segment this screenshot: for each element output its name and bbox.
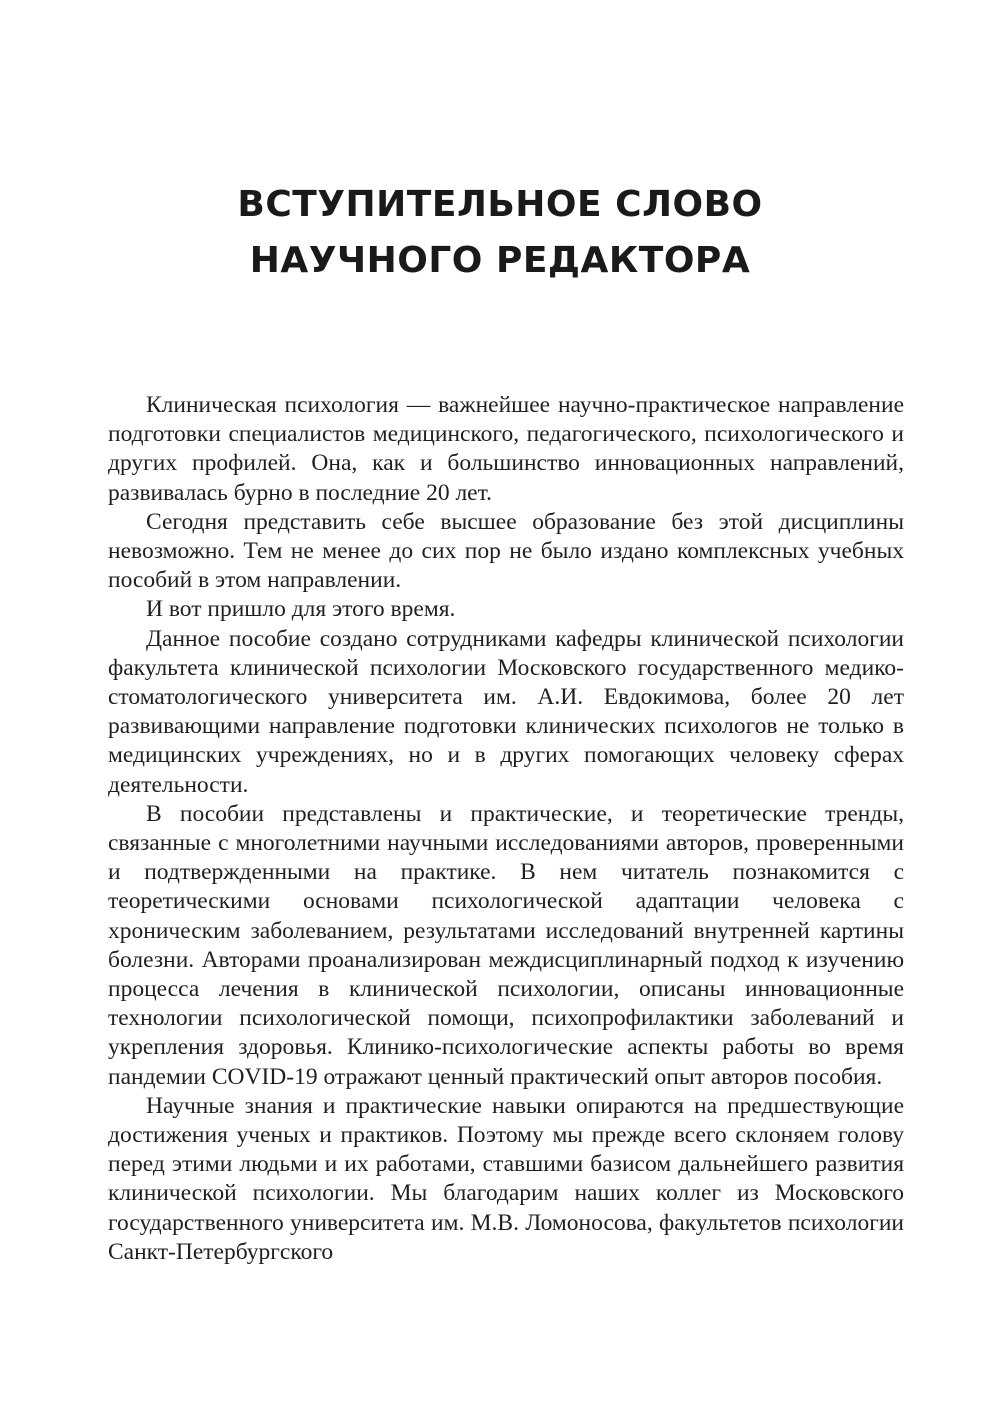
body-text [108, 391, 904, 1267]
title-line-2: НАУЧНОГО РЕДАКТОРА [249, 240, 751, 282]
title-line-1: ВСТУПИТЕЛЬНОЕ СЛОВО [237, 184, 763, 226]
paragraph-4: Данное пособие создано сотрудниками кафедры клинической психологии факультета клинической психологии Московского государственного медико-стоматологического университета им. А.И. Евдокимова, более 20 лет развивающими направление подготовки клинических психологов не только в медицинских учреждениях, но и в других помогающих человеку сферах деятельности. [108, 625, 904, 798]
paragraph-5: В пособии представлены и практические, и теоретические тренды, связанные с многолетними научными исследованиями авторов, проверенными и подтвержденными на практике. В нем читатель познакомится с теоретическими основами психологической адаптации человека с хроническим заболеванием, результатами исследований внутренней картины болезни. Авторами проанализирован междисциплинарный подход к изучению процесса лечения в клинической психологии, описаны инновационные технологии психологической помощи, психопрофилактики заболеваний и укрепления здоровья. Клинико-психологические аспекты работы во время пандемии COVID-19 отражают ценный практический опыт авторов пособия. [108, 800, 904, 1090]
paragraph-2: Сегодня представить себе высшее образование без этой дисциплины невозможно. Тем не менее до сих пор не было издано комплексных учебных пособий в этом направлении. [108, 508, 904, 594]
paragraph-1: Клиническая психология — важнейшее научно-практическое направление подготовки специалистов медицинского, педагогического, психологического и других профилей. Она, как и большинство инновационных направлений, развивалась бурно в последние 20 лет. [108, 392, 904, 506]
paragraph-6: Научные знания и практические навыки опираются на предшествующие достижения ученых и практиков. Поэтому мы прежде всего склоняем голову перед этими людьми и их работами, ставшими базисом дальнейшего развития клинической психологии. Мы благодарим наших коллег из Московского государственного университета им. М.В. Ломоносова, факультетов психологии Санкт-Петербургского [108, 1092, 904, 1265]
page-title [0, 177, 1000, 289]
paragraph-3: И вот пришло для этого время. [146, 596, 456, 623]
